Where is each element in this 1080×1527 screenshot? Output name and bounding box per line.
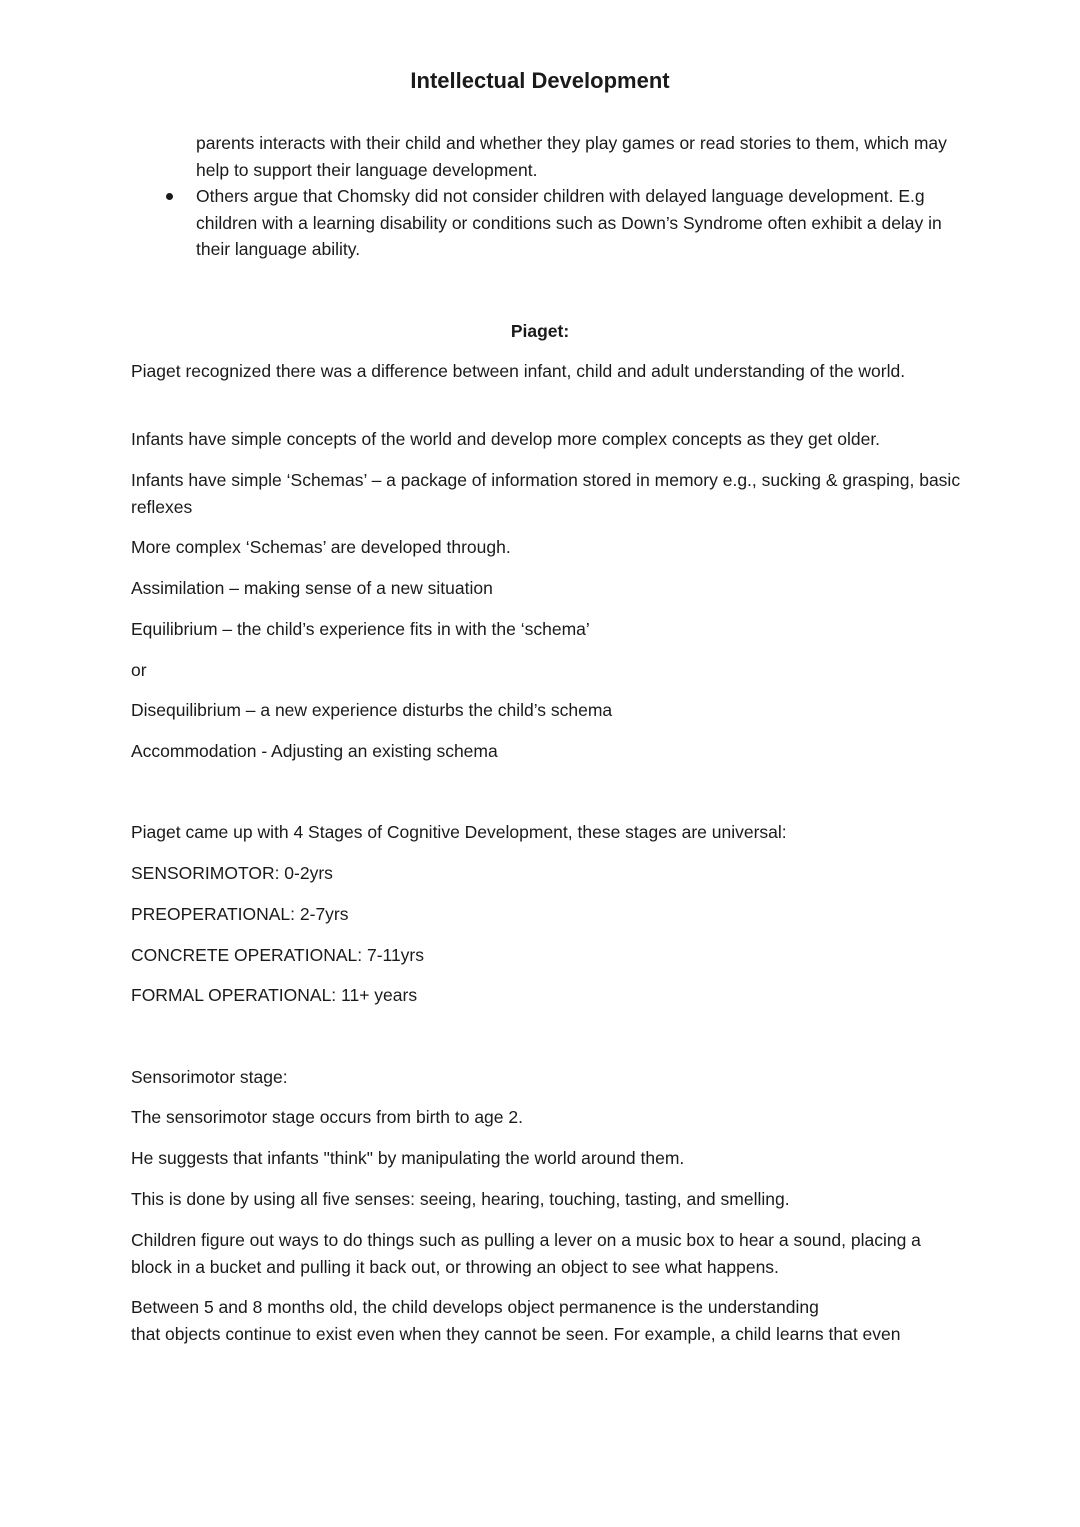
piaget-paragraph-2: Infants have simple concepts of the world and develop more complex concepts as they get older. (131, 429, 881, 449)
stage-sensorimotor: SENSORIMOTOR: 0-2yrs (131, 863, 333, 883)
piaget-accommodation: Accommodation - Adjusting an existing schema (131, 741, 498, 761)
sensorimotor-paragraph-3: This is done by using all five senses: seeing, hearing, touching, tasting, and smelling. (131, 1189, 790, 1209)
stages-intro: Piaget came up with 4 Stages of Cognitive Development, these stages are universal: (131, 822, 787, 842)
piaget-disequilibrium: Disequilibrium – a new experience disturbs the child’s schema (131, 700, 613, 720)
piaget-paragraph-1: Piaget recognized there was a difference between infant, child and adult understanding of the world. (131, 361, 906, 381)
sensorimotor-paragraph-2: He suggests that infants "think" by manipulating the world around them. (131, 1148, 685, 1168)
bullet-continuation: parents interacts with their child and whether they play games or read stories to them, which may help to support their language development. (196, 133, 947, 180)
bullet-item-text: Others argue that Chomsky did not consider children with delayed language development. E.g children with a learning disability or conditions such as Down’s Syndrome often exhibit a delay in their language ability. (196, 186, 942, 259)
sensorimotor-paragraph-5-line-2: that objects continue to exist even when they cannot be seen. For example, a child learns that even (131, 1324, 901, 1344)
page-title: Intellectual Development (410, 68, 670, 93)
bullet-dot-icon (166, 193, 173, 200)
bullet-item (196, 183, 976, 263)
piaget-assimilation: Assimilation – making sense of a new situation (131, 578, 493, 598)
piaget-paragraph-4: More complex ‘Schemas’ are developed through. (131, 537, 511, 557)
piaget-paragraph-3: Infants have simple ‘Schemas’ – a package of information stored in memory e.g., sucking & grasping, basic reflexes (131, 470, 961, 517)
sensorimotor-heading: Sensorimotor stage: (131, 1067, 288, 1087)
stage-formal-operational: FORMAL OPERATIONAL: 11+ years (131, 985, 418, 1005)
piaget-heading: Piaget: (510, 321, 570, 341)
stage-concrete-operational: CONCRETE OPERATIONAL: 7-11yrs (131, 945, 425, 965)
bullet-list (196, 130, 976, 263)
stage-preoperational: PREOPERATIONAL: 2-7yrs (131, 904, 349, 924)
piaget-equilibrium: Equilibrium – the child’s experience fits in with the ‘schema’ (131, 619, 590, 639)
sensorimotor-paragraph-4: Children figure out ways to do things such as pulling a lever on a music box to hear a sound, placing a block in a bucket and pulling it back out, or throwing an object to see what happens. (131, 1230, 921, 1277)
sensorimotor-paragraph-5-line-1: Between 5 and 8 months old, the child develops object permanence is the understanding (131, 1297, 819, 1317)
sensorimotor-paragraph-1: The sensorimotor stage occurs from birth to age 2. (131, 1107, 523, 1127)
piaget-or: or (131, 660, 147, 680)
